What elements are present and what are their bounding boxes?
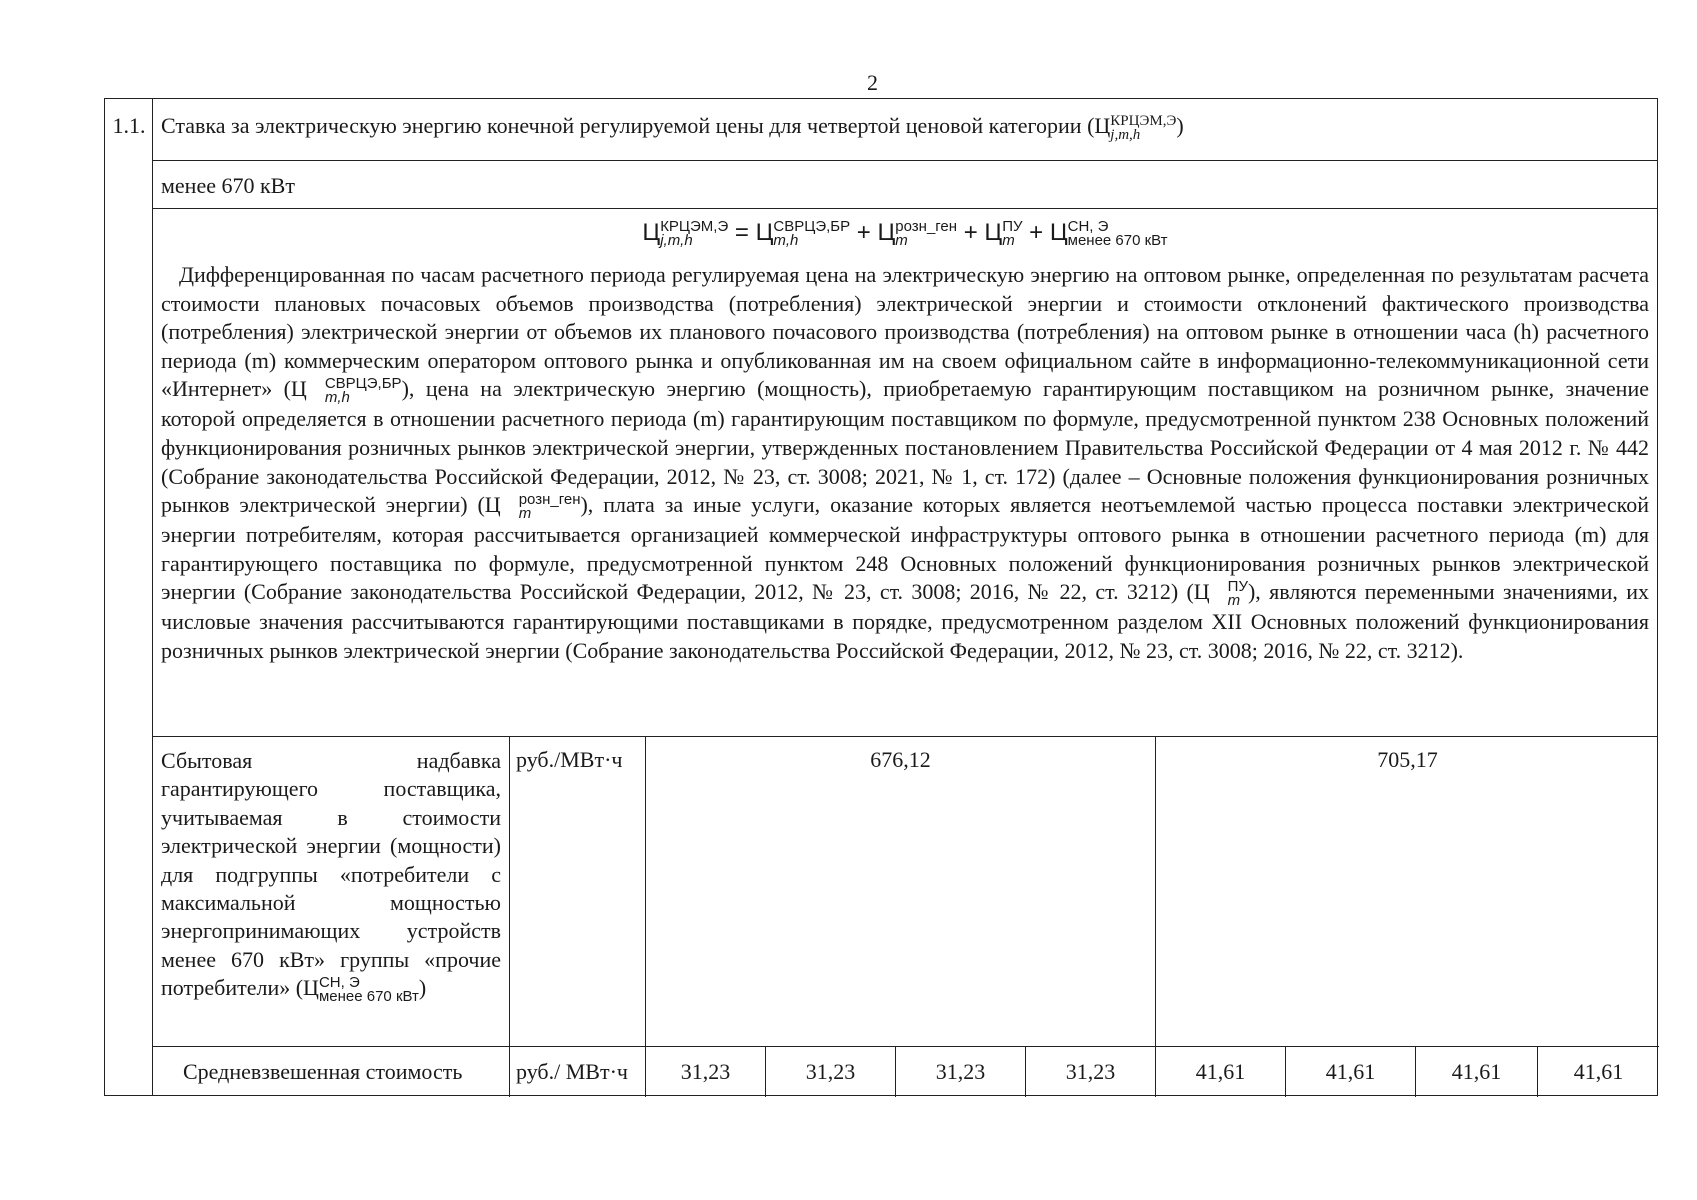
heading-row [153, 99, 1657, 161]
formula-row [153, 209, 1657, 737]
price-formula: Ц КРЦЭМ,Э j,m,h = Ц СВРЦЭ,БР m,h + Ц розн_ген m + Ц ПУ m + Ц СН, Э менее 670 кВт [642, 217, 1168, 249]
weighted-cost-unit-cell: руб./ МВт·ч [510, 1047, 646, 1097]
item-number: 1.1. [112, 113, 146, 138]
tariff-document-table [104, 98, 1658, 1096]
weighted-cost-label-cell: Средневзвешенная стоимость [153, 1047, 510, 1097]
values-table [153, 737, 1657, 1095]
weighted-cost-value-cell: 31,23 [766, 1047, 896, 1097]
markup-value-first-half: 676,12 [646, 737, 1156, 1047]
weighted-cost-value-cell: 41,61 [1156, 1047, 1286, 1097]
page-number: 2 [867, 70, 878, 95]
weighted-cost-value-cell: 31,23 [896, 1047, 1026, 1097]
markup-unit-cell: руб./МВт·ч [510, 737, 646, 1047]
markup-value-second-half: 705,17 [1156, 737, 1659, 1047]
capacity-subheading: менее 670 кВт [161, 173, 295, 198]
subheading-row [153, 161, 1657, 209]
weighted-cost-value-cell: 31,23 [646, 1047, 766, 1097]
section-heading: Ставка за электрическую энергию конечной регулируемой цены для четвертой ценовой категории (Ц КРЦЭМ,Э j,m,h ) [161, 112, 1184, 143]
weighted-cost-value-cell: 31,23 [1026, 1047, 1156, 1097]
markup-label-cell: Сбытовая надбавка гарантирующего поставщика, учитываемая в стоимости электрической энергии (мощности) для подгруппы «потребители с максимальной мощностью энергопринимающих устройств менее 670 кВт» группы «прочие потребители» (Ц СН, Э менее 670 кВт ) [153, 737, 510, 1047]
weighted-cost-value-cell: 41,61 [1286, 1047, 1416, 1097]
weighted-cost-value-cell: 41,61 [1573, 1059, 1624, 1084]
formula-explanation: Дифференцированная по часам расчетного периода регулируемая цена на электрическую энергию на оптовом рынке, определенная по результатам расчета стоимости плановых почасовых объемов производства (потребления) электрической энергии и стоимости отклонений фактического производства (потребления) электрической энергии от объемов их планового почасового производства (потребления) на оптовом рынке в отношении часа (h) расчетного периода (m) коммерческим оператором оптового рынка и опубликованная им на своем официальном сайте в информационно-телекоммуникационной сети «Интернет» (Ц СВРЦЭ,БР m,h ), цена на электрическую энергию (мощность), приобретаемую гарантирующим поставщиком на розничном рынке, значение которой определяется в отношении расчетного периода (m) гарантирующим поставщиком по формуле, предусмотренной пунктом 238 Основных положений функционирования розничных рынков электрической энергии, утвержденных постановлением Правительства Российской Федерации от 4 мая 2012 г. № 442 (Собрание законодательства Российской Федерации, 2012, № 23, ст. 3008; 2021, № 1, ст. 172) (далее – Основные положения функционирования розничных рынков электрической энергии) (Ц розн_ген m ), плата за иные услуги, оказание которых является неотъемлемой частью процесса поставки электрической энергии потребителям, которая рассчитывается организацией коммерческой инфраструктуры оптового рынка в отношении расчетного периода (m) для гарантирующего поставщика по формуле, предусмотренной пунктом 248 Основных положений функционирования розничных рынков электрической энергии (Собрание законодательства Российской Федерации, 2012, № 23, ст. 3008; 2016, № 22, ст. 3212) (Ц ПУ m ), являются переменными значениями, их числовые значения рассчитываются гарантирующими поставщиками в порядке, предусмотренном разделом XII Основных положений функционирования розничных рынков электрической энергии (Собрание законодательства Российской Федерации, 2012, № 23, ст. 3008; 2016, № 22, ст. 3212). [161, 262, 1649, 663]
item-number-column [105, 99, 153, 1095]
weighted-cost-value-cell: 41,61 [1416, 1047, 1538, 1097]
